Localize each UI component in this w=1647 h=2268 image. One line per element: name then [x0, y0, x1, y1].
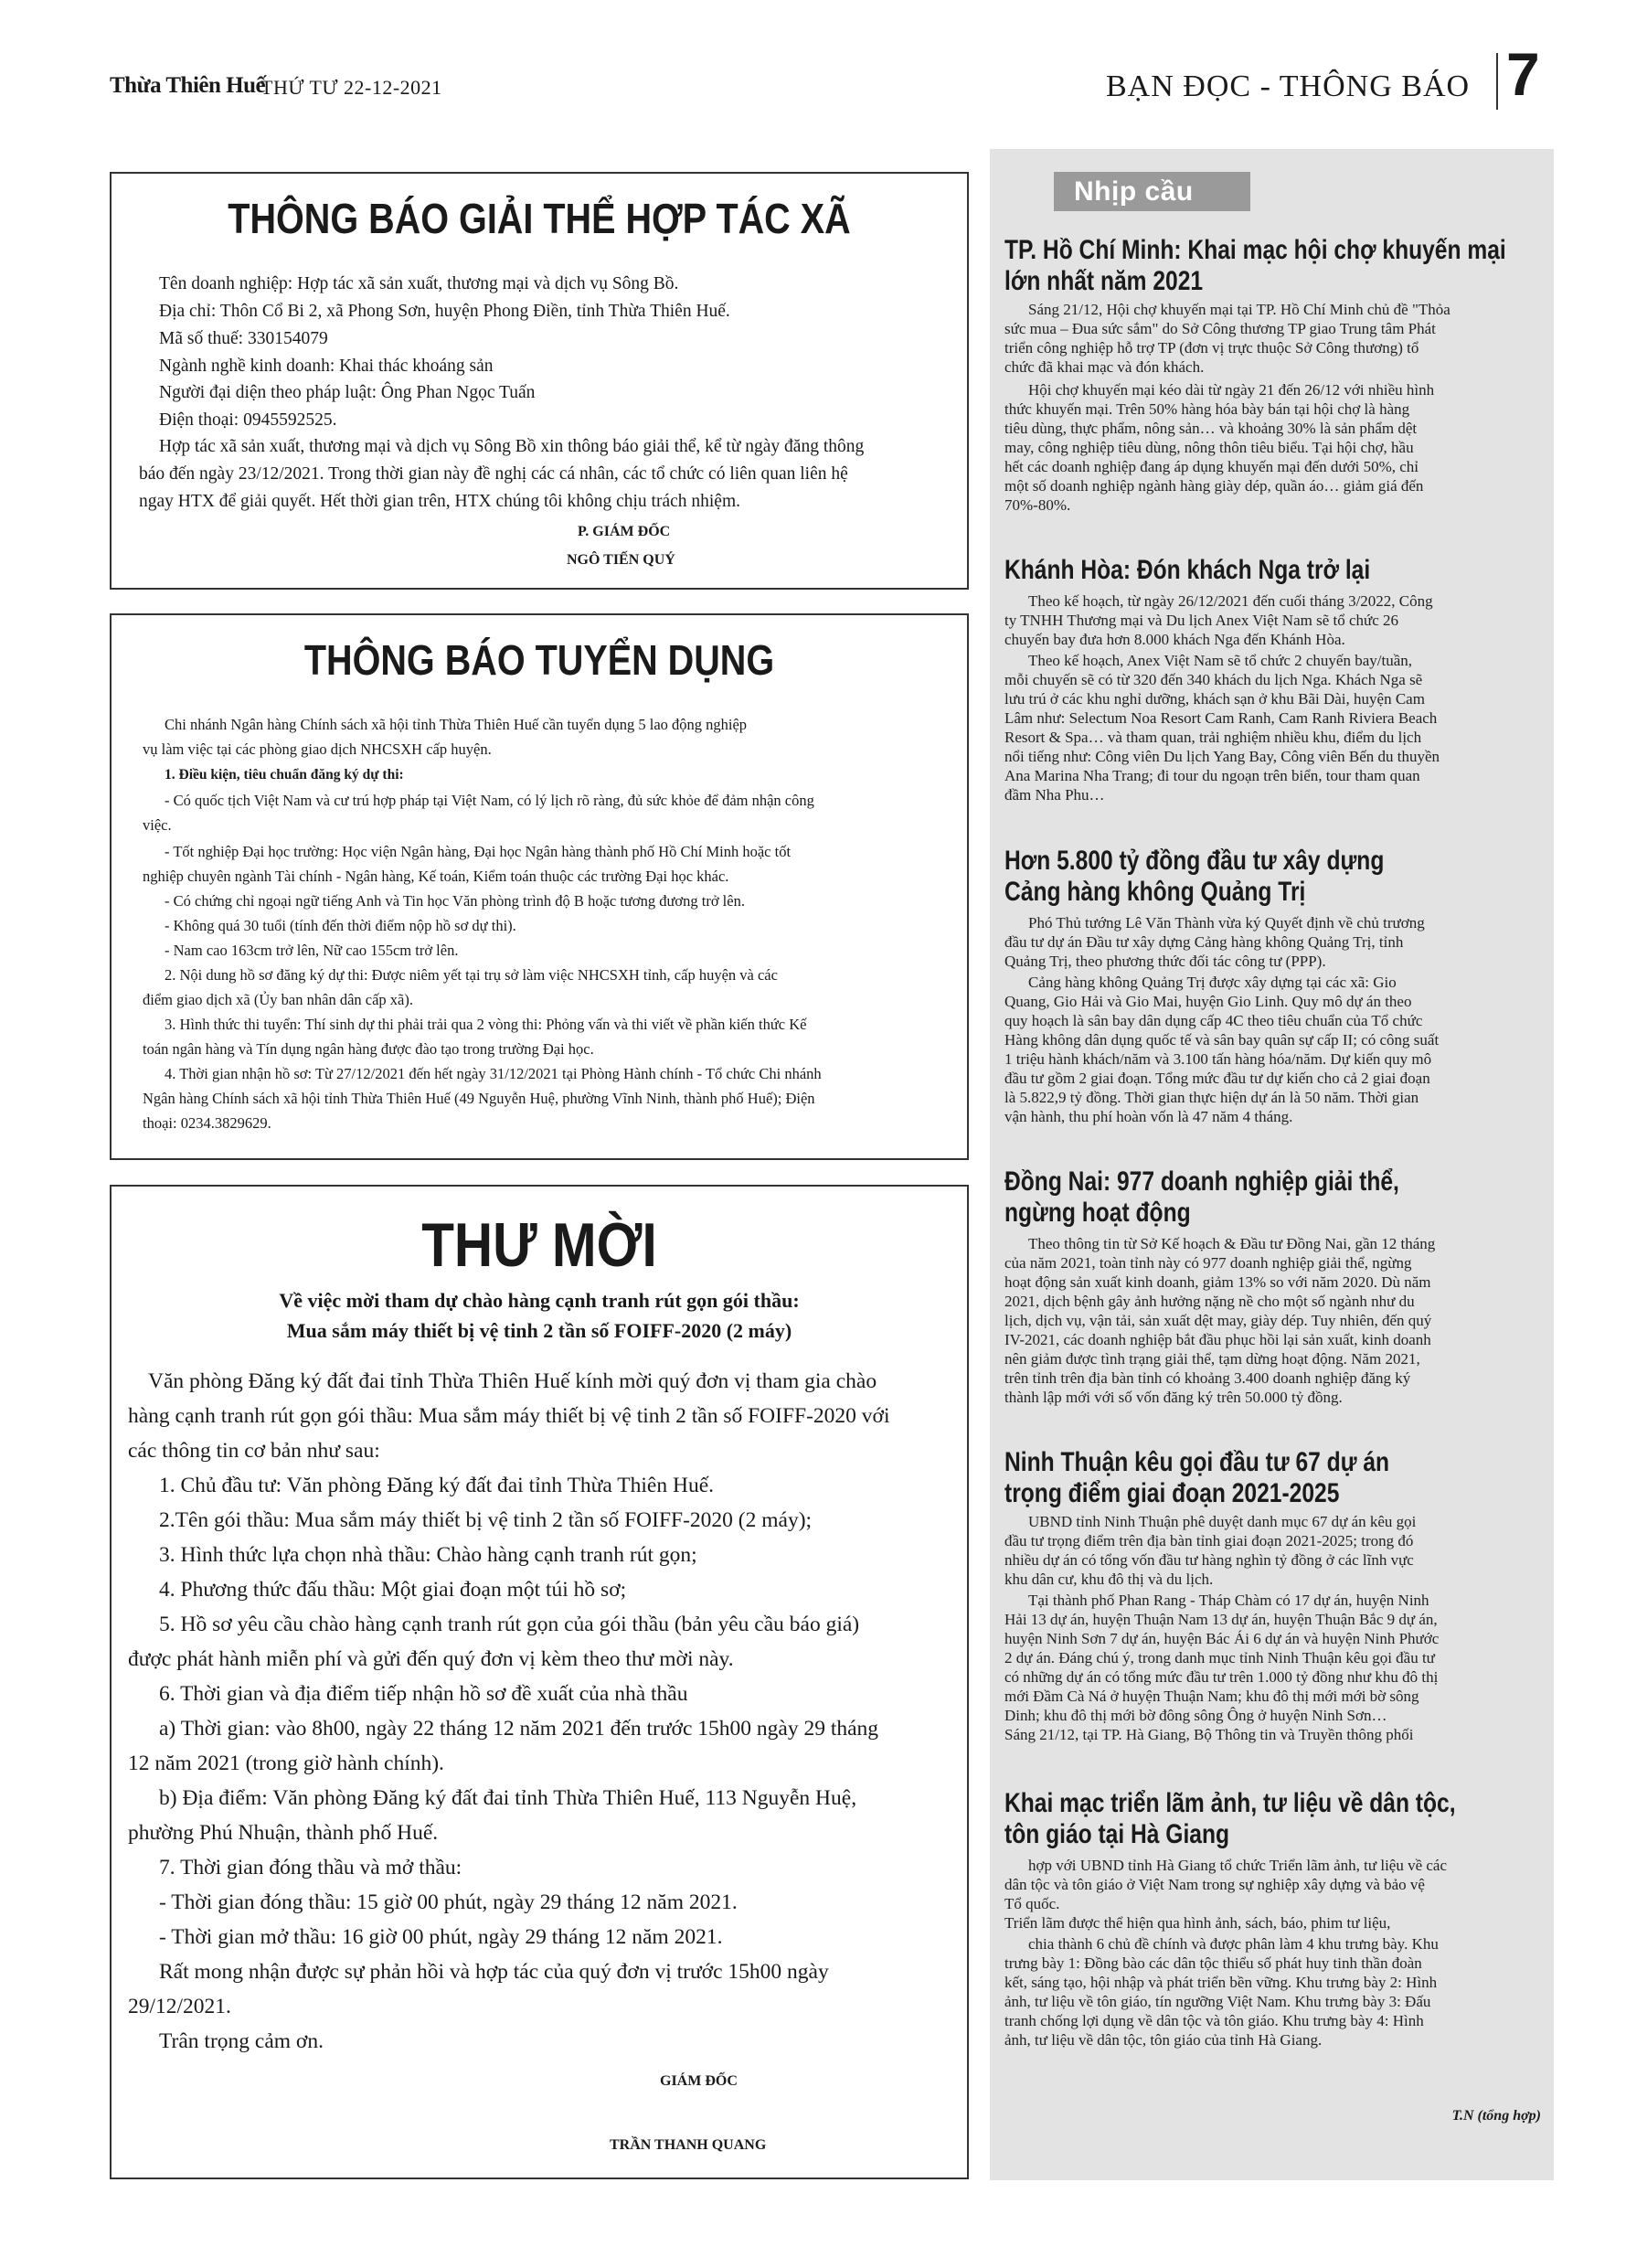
news-text-line: trên tỉnh trên địa bàn tỉnh có khoảng 3.400 doanh nghiệp đăng ký: [1004, 1369, 1411, 1387]
notice-line: 1. Điều kiện, tiêu chuẩn đăng ký dự thi:: [165, 767, 404, 783]
news-text-line: hợp với UBND tỉnh Hà Giang tổ chức Triển lãm ảnh, tư liệu về các: [1028, 1857, 1448, 1874]
news-text-line: đầu tư trọng điểm trên địa bàn tỉnh giai đoạn 2021-2025; trong đó: [1004, 1532, 1414, 1549]
invitation-title: THƯ MỜI: [421, 1210, 657, 1280]
news-text-line: quy hoạch là sân bay dân dụng cấp 4C theo tiêu chuẩn của Tổ chức: [1004, 1012, 1423, 1029]
news-text-line: Tổ quốc.: [1004, 1895, 1060, 1912]
invitation-line: hàng cạnh tranh rút gọn gói thầu: Mua sắm máy thiết bị vệ tinh 2 tần số FOIFF-2020 với: [128, 1404, 890, 1428]
news-headline: Khai mạc triển lãm ảnh, tư liệu về dân tộc,: [1004, 1788, 1456, 1818]
news-text-line: Phó Thủ tướng Lê Văn Thành vừa ký Quyết định về chủ trương: [1028, 914, 1425, 932]
notice-line: Chi nhánh Ngân hàng Chính sách xã hội tỉnh Thừa Thiên Huế cần tuyển dụng 5 lao động nghiệp: [165, 716, 748, 733]
notice-line: việc.: [143, 816, 172, 834]
invitation-subtitle: Về việc mời tham dự chào hàng cạnh tranh rút gọn gói thầu:: [279, 1289, 800, 1312]
newspaper-name: Thừa Thiên Huế: [110, 73, 266, 98]
news-headline: TP. Hồ Chí Minh: Khai mạc hội chợ khuyến mại: [1004, 235, 1506, 265]
notice-line: - Không quá 30 tuổi (tính đến thời điểm nộp hồ sơ dự thi).: [165, 917, 516, 934]
news-headline: Khánh Hòa: Đón khách Nga trở lại: [1004, 555, 1371, 585]
section-title: BẠN ĐỌC - THÔNG BÁO: [1106, 69, 1471, 103]
news-text-line: huyện Ninh Sơn 7 dự án, huyện Bác Ái 6 dự án và huyện Ninh Phước: [1004, 1630, 1440, 1647]
notice-line: nghiệp chuyên ngành Tài chính - Ngân hàng, Kế toán, Kiểm toán thuộc các trường Đại học khác.: [143, 868, 729, 885]
news-text-line: kết, sáng tạo, hội nhập và phát triển bền vững. Khu trưng bày 2: Hình: [1004, 1974, 1438, 1991]
news-headline: ngừng hoạt động: [1004, 1198, 1191, 1228]
invitation-line: - Thời gian đóng thầu: 15 giờ 00 phút, ngày 29 tháng 12 năm 2021.: [159, 1890, 738, 1914]
news-text-line: 2021, dịch bệnh gây ảnh hưởng nặng nề cho một số ngành như du: [1004, 1293, 1415, 1310]
news-text-line: hết các doanh nghiệp đang áp dụng khuyến mại đến dưới 50%, chỉ: [1004, 458, 1419, 475]
news-text-line: 1 triệu hành khách/năm và 3.100 tấn hàng hóa/năm. Dự kiến quy mô: [1004, 1050, 1432, 1068]
news-text-line: Triển lãm được thể hiện qua hình ảnh, sách, báo, phim tư liệu,: [1004, 1914, 1391, 1932]
news-text-line: đầm Nha Phu…: [1004, 786, 1105, 804]
news-headline: lớn nhất năm 2021: [1004, 266, 1204, 296]
header-divider: [1496, 53, 1498, 110]
news-text-line: Quang, Gio Hải và Gio Mai, huyện Gio Linh. Quy mô dự án theo: [1004, 993, 1412, 1010]
invitation-letter: [110, 1185, 969, 2179]
invitation-line: 5. Hồ sơ yêu cầu chào hàng cạnh tranh rút gọn của gói thầu (bản yêu cầu báo giá): [159, 1613, 860, 1636]
news-text-line: là 5.822,9 tỷ đồng. Thời gian thực hiện dự án là 50 năm. Thời gian: [1004, 1089, 1419, 1106]
signer-name: NGÔ TIẾN QUÝ: [567, 552, 675, 568]
notice-line: - Nam cao 163cm trở lên, Nữ cao 155cm trở lên.: [165, 942, 459, 959]
news-text-line: một số doanh nghiệp ngành hàng giày dép, quần áo… giảm giá đến: [1004, 477, 1424, 495]
notice-line: Người đại diện theo pháp luật: Ông Phan Ngọc Tuấn: [159, 383, 536, 402]
news-headline: Ninh Thuận kêu gọi đầu tư 67 dự án: [1004, 1447, 1390, 1477]
news-text-line: Lâm như: Selectum Noa Resort Cam Ranh, Cam Ranh Riviera Beach: [1004, 709, 1438, 727]
invitation-line: phường Phú Nhuận, thành phố Huế.: [128, 1821, 439, 1845]
invitation-line: 29/12/2021.: [128, 1995, 231, 2018]
news-text-line: chia thành 6 chủ đề chính và được phân làm 4 khu trưng bày. Khu: [1028, 1935, 1439, 1953]
notice-line: toán ngân hàng và Tín dụng ngân hàng được đào tạo trong trường Đại học.: [143, 1040, 594, 1058]
invitation-line: Rất mong nhận được sự phản hồi và hợp tác của quý đơn vị trước 15h00 ngày: [159, 1960, 829, 1984]
news-text-line: Theo kế hoạch, Anex Việt Nam sẽ tổ chức 2 chuyến bay/tuần,: [1028, 652, 1413, 669]
column-credit: T.N (tổng hợp): [1451, 2108, 1541, 2124]
news-text-line: Theo kế hoạch, từ ngày 26/12/2021 đến cuối tháng 3/2022, Công: [1028, 592, 1433, 610]
news-text-line: hoạt động sản xuất kinh doanh, giảm 13% so với năm 2020. Dù năm: [1004, 1273, 1431, 1291]
news-text-line: chuyến bay đưa hơn 8.000 khách Nga đến Khánh Hòa.: [1004, 631, 1345, 648]
news-text-line: khu dân cư, khu đô thị và du lịch.: [1004, 1571, 1214, 1588]
news-text-line: 70%-80%.: [1004, 496, 1071, 514]
news-text-line: của năm 2021, toàn tỉnh này có 977 doanh nghiệp giải thể, ngừng: [1004, 1254, 1412, 1272]
dissolution-notice: [110, 172, 969, 590]
invitation-line: Văn phòng Đăng ký đất đai tỉnh Thừa Thiên Huế kính mời quý đơn vị tham gia chào: [148, 1369, 877, 1393]
news-text-line: Hải 13 dự án, huyện Thuận Nam 13 dự án, huyện Thuận Bắc 9 dự án,: [1004, 1611, 1438, 1628]
news-text-line: đầu tư dự án Đầu tư xây dựng Cảng hàng không Quảng Trị, tỉnh: [1004, 933, 1404, 951]
news-text-line: mới Đầm Cà Ná ở huyện Thuận Nam; khu đô thị mới mới bờ sông: [1004, 1688, 1419, 1705]
news-text-line: vận hành, thu phí hoàn vốn là 47 năm 4 tháng.: [1004, 1108, 1293, 1125]
news-text-line: IV-2021, các doanh nghiệp bắt đầu phục hồi lại sản xuất, kinh doanh: [1004, 1331, 1431, 1348]
notice-line: điểm giao dịch xã (Ủy ban nhân dân cấp xã).: [143, 991, 413, 1008]
news-text-line: Dinh; khu đô thị mới bờ đông sông Ông ở huyện Ninh Sơn…: [1004, 1707, 1387, 1724]
news-text-line: Resort & Spa… và tham quan, trải nghiệm nhiều khu, điểm du lịch: [1004, 729, 1422, 746]
invitation-line: 6. Thời gian và địa điểm tiếp nhận hồ sơ đề xuất của nhà thầu: [159, 1682, 688, 1706]
news-text-line: nên giảm được tình trạng giải thể, tạm dừng hoạt động. Năm 2021,: [1004, 1350, 1420, 1368]
signer-title: GIÁM ĐỐC: [660, 2073, 738, 2089]
news-text-line: may, công nghiệp tiêu dùng, nông thôn tiêu biểu. Tại hội chợ, hầu: [1004, 439, 1414, 456]
news-text-line: nổi tiếng như: Công viên Du lịch Yang Bay, Công viên Bến du thuyền: [1004, 748, 1440, 765]
news-text-line: ảnh, tư liệu về tôn giáo, tín ngưỡng Việt Nam. Khu trưng bày 3: Đấu: [1004, 1993, 1431, 2010]
news-text-line: Hàng không dân dụng quốc tế và sân bay quân sự cấp II; có công suất: [1004, 1031, 1440, 1049]
news-text-line: tiêu dùng, thực phẩm, nông sản… và khoảng 30% là sản phẩm dệt: [1004, 420, 1418, 437]
news-text-line: Cảng hàng không Quảng Trị được xây dựng tại các xã: Gio: [1028, 974, 1397, 991]
news-text-line: dân tộc và tôn giáo ở Việt Nam trong sự nghiệp xây dựng và bảo vệ: [1004, 1876, 1425, 1893]
invitation-line: 7. Thời gian đóng thầu và mở thầu:: [159, 1856, 462, 1879]
news-text-line: Sáng 21/12, Hội chợ khuyến mại tại TP. Hồ Chí Minh chủ đề "Thỏa: [1028, 301, 1450, 318]
news-text-line: UBND tỉnh Ninh Thuận phê duyệt danh mục 67 dự án kêu gọi: [1028, 1513, 1417, 1530]
page-number: 7: [1506, 40, 1540, 108]
news-text-line: Ana Marina Nha Trang; đi tour du ngoạn trên biển, tour tham quan: [1004, 767, 1420, 784]
news-column: [990, 149, 1554, 2180]
notice-line: thoại: 0234.3829629.: [143, 1114, 271, 1132]
invitation-line: b) Địa điểm: Văn phòng Đăng ký đất đai tỉnh Thừa Thiên Huế, 113 Nguyễn Huệ,: [159, 1786, 857, 1810]
news-text-line: ty TNHH Thương mại và Du lịch Anex Việt Nam sẽ tổ chức 26: [1004, 612, 1399, 629]
news-text-line: tranh chống lợi dụng về dân tộc và tôn giáo. Khu trưng bày 4: Hình: [1004, 2012, 1424, 2029]
notice-line: ngay HTX để giải quyết. Hết thời gian trên, HTX chúng tôi không chịu trách nhiệm.: [139, 492, 740, 511]
dissolution-notice-title: THÔNG BÁO GIẢI THỂ HỢP TÁC XÃ: [228, 195, 851, 242]
signer-title: P. GIÁM ĐỐC: [578, 524, 671, 539]
recruitment-notice: [110, 613, 969, 1160]
column-label: Nhịp cầu: [1054, 172, 1250, 211]
invitation-line: 1. Chủ đầu tư: Văn phòng Đăng ký đất đai tỉnh Thừa Thiên Huế.: [159, 1474, 715, 1497]
invitation-line: 4. Phương thức đấu thầu: Một giai đoạn một túi hồ sơ;: [159, 1578, 627, 1602]
news-headline: Đồng Nai: 977 doanh nghiệp giải thể,: [1004, 1166, 1399, 1197]
news-text-line: Sáng 21/12, tại TP. Hà Giang, Bộ Thông tin và Truyền thông phối: [1004, 1726, 1414, 1743]
notice-line: 3. Hình thức thi tuyển: Thí sinh dự thi phải trải qua 2 vòng thi: Phỏng vấn và thi viết về phần kiến thức Kế: [165, 1016, 807, 1033]
news-text-line: sức mua – Đua sức sắm" do Sở Công thương TP giao Trung tâm Phát: [1004, 320, 1436, 337]
notice-line: 4. Thời gian nhận hồ sơ: Từ 27/12/2021 đến hết ngày 31/12/2021 tại Phòng Hành chính - Tổ chức Chi nhánh: [165, 1065, 822, 1082]
news-text-line: đầu tư gồm 2 giai đoạn. Tổng mức đầu tư dự kiến cho cả 2 giai đoạn: [1004, 1070, 1430, 1087]
invitation-subtitle: Mua sắm máy thiết bị vệ tinh 2 tần số FOIFF-2020 (2 máy): [286, 1319, 792, 1342]
notice-line: Ngành nghề kinh doanh: Khai thác khoáng sản: [159, 357, 494, 376]
news-text-line: thức khuyến mại. Trên 50% hàng hóa bày bán tại hội chợ là hàng: [1004, 400, 1410, 418]
notice-line: - Tốt nghiệp Đại học trường: Học viện Ngân hàng, Đại học Ngân hàng thành phố Hồ Chí Minh hoặc tốt: [165, 843, 792, 860]
news-headline: trọng điểm giai đoạn 2021-2025: [1004, 1478, 1340, 1508]
notice-line: Tên doanh nghiệp: Hợp tác xã sản xuất, thương mại và dịch vụ Sông Bồ.: [159, 274, 679, 293]
invitation-line: 3. Hình thức lựa chọn nhà thầu: Chào hàng cạnh tranh rút gọn;: [159, 1543, 697, 1567]
invitation-line: các thông tin cơ bản như sau:: [128, 1439, 380, 1463]
news-text-line: chức đã khai mạc và đón khách.: [1004, 358, 1205, 376]
news-text-line: nhiều dự án có tổng vốn đầu tư hàng nghìn tỷ đồng ở các lĩnh vực: [1004, 1551, 1414, 1569]
notice-line: báo đến ngày 23/12/2021. Trong thời gian này đề nghị các cá nhân, các tổ chức có liên quan liên hệ: [139, 464, 848, 484]
notice-line: Điện thoại: 0945592525.: [159, 410, 337, 430]
news-text-line: thành lập mới với số vốn đăng ký trên 50.000 tỷ đồng.: [1004, 1389, 1343, 1406]
notice-line: Địa chỉ: Thôn Cổ Bi 2, xã Phong Sơn, huyện Phong Điền, tỉnh Thừa Thiên Huế.: [159, 302, 730, 321]
notice-line: - Có quốc tịch Việt Nam và cư trú hợp pháp tại Việt Nam, có lý lịch rõ ràng, đủ sức khỏe để đảm nhận công: [165, 792, 814, 809]
invitation-line: 12 năm 2021 (trong giờ hành chính).: [128, 1752, 444, 1775]
news-text-line: ảnh, tư liệu về dân tộc, tôn giáo của tỉnh Hà Giang.: [1004, 2031, 1323, 2049]
news-headline: Cảng hàng không Quảng Trị: [1004, 877, 1306, 907]
news-text-line: mỗi chuyến sẽ có từ 320 đến 340 khách du lịch Nga. Khách Nga sẽ: [1004, 671, 1423, 688]
news-text-line: lưu trú ở các khu nghỉ dưỡng, khách sạn ở khu Bãi Dài, huyện Cam: [1004, 690, 1425, 708]
issue-date: THỨ TƯ 22-12-2021: [260, 76, 442, 99]
news-text-line: trưng bày 1: Đồng bào các dân tộc thiểu số phát huy tinh thần đoàn: [1004, 1954, 1422, 1972]
news-text-line: Theo thông tin từ Sở Kế hoạch & Đầu tư Đồng Nai, gần 12 tháng: [1028, 1235, 1436, 1252]
recruitment-notice-title: THÔNG BÁO TUYỂN DỤNG: [303, 636, 775, 684]
invitation-line: được phát hành miễn phí và gửi đến quý đơn vị kèm theo thư mời này.: [128, 1647, 734, 1671]
invitation-line: 2.Tên gói thầu: Mua sắm máy thiết bị vệ tinh 2 tần số FOIFF-2020 (2 máy);: [159, 1508, 813, 1532]
news-text-line: triển công nghiệp hỗ trợ TP (đơn vị trực thuộc Sở Công thương) tổ: [1004, 339, 1419, 357]
notice-line: Hợp tác xã sản xuất, thương mại và dịch vụ Sông Bồ xin thông báo giải thể, kể từ ngày đăng thông: [159, 437, 865, 456]
invitation-line: Trân trọng cảm ơn.: [159, 2029, 324, 2053]
notice-line: - Có chứng chỉ ngoại ngữ tiếng Anh và Tin học Văn phòng trình độ B hoặc tương đương trở lên.: [165, 892, 745, 910]
invitation-line: a) Thời gian: vào 8h00, ngày 22 tháng 12 năm 2021 đến trước 15h00 ngày 29 tháng: [159, 1717, 879, 1741]
news-text-line: Quảng Trị, theo phương thức đối tác công tư (PPP).: [1004, 953, 1326, 970]
news-text-line: 2 dự án. Đáng chú ý, trong danh mục tỉnh Ninh Thuận kêu gọi đầu tư: [1004, 1649, 1435, 1666]
notice-line: Ngân hàng Chính sách xã hội tỉnh Thừa Thiên Huế (49 Nguyễn Huệ, phường Vĩnh Ninh, thành phố Huế); Điện: [143, 1090, 815, 1107]
news-text-line: Tại thành phố Phan Rang - Tháp Chàm có 17 dự án, huyện Ninh: [1028, 1592, 1429, 1609]
notice-line: vụ làm việc tại các phòng giao dịch NHCSXH cấp huyện.: [143, 740, 492, 758]
news-headline: Hơn 5.800 tỷ đồng đầu tư xây dựng: [1004, 846, 1385, 876]
news-text-line: lịch, dịch vụ, vận tải, sản xuất dệt may, giày dép. Tuy nhiên, đến quý: [1004, 1312, 1432, 1329]
news-headline: tôn giáo tại Hà Giang: [1004, 1819, 1230, 1849]
signer-name: TRẦN THANH QUANG: [610, 2137, 767, 2153]
news-text-line: có những dự án có tổng mức đầu tư trên 1.000 tỷ đồng như khu đô thị: [1004, 1668, 1439, 1686]
invitation-line: - Thời gian mở thầu: 16 giờ 00 phút, ngày 29 tháng 12 năm 2021.: [159, 1925, 723, 1949]
news-text-line: Hội chợ khuyến mại kéo dài từ ngày 21 đến 26/12 với nhiều hình: [1028, 381, 1435, 399]
notice-line: Mã số thuế: 330154079: [159, 329, 328, 348]
notice-line: 2. Nội dung hồ sơ đăng ký dự thi: Được niêm yết tại trụ sở làm việc NHCSXH tỉnh, cấp huyện và các: [165, 966, 778, 984]
